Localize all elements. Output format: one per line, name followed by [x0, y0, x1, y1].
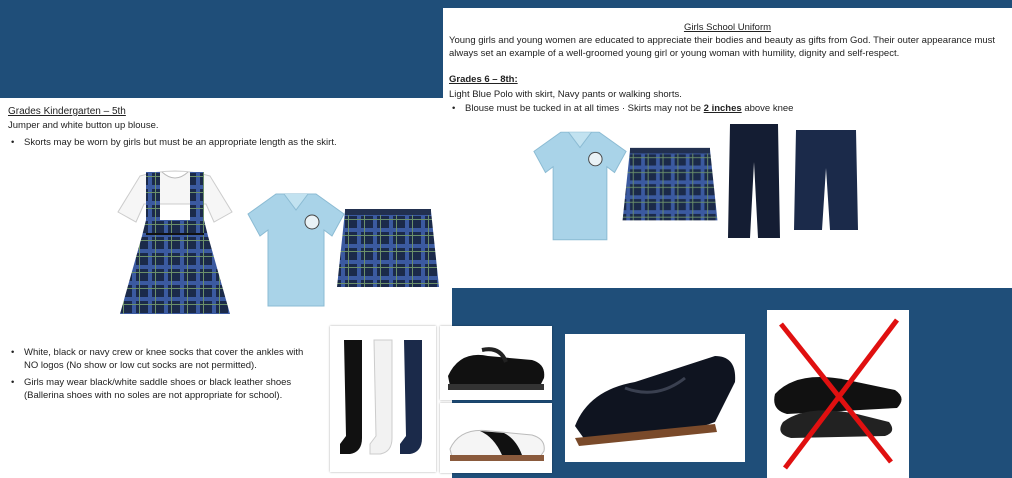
mary-jane-image — [440, 326, 552, 400]
saddle-shoe-image — [440, 403, 552, 473]
polo-image — [532, 126, 628, 244]
socks-image — [330, 326, 436, 472]
grades-6-8-heading: Grades 6 – 8th: — [449, 74, 518, 85]
grades-6-8-line: Light Blue Polo with skirt, Navy pants or walking shorts. — [449, 89, 682, 100]
polo-image — [246, 188, 346, 310]
jumper-image — [110, 164, 240, 324]
page-title: Girls School Uniform — [683, 22, 772, 33]
shoes-bullet: • Girls may wear black/white saddle shoes or black leather shoes (Ballerina shoes with no soles are not appropriate for school). — [11, 377, 292, 401]
ballerina-flat-image — [767, 310, 909, 478]
shorts-image — [792, 128, 860, 232]
intro-paragraph: Young girls and young women are educated to appreciate their bodies and beauty as gifts from God. Their outer appearance must always set an example of a well-groomed young girl or young woman with humility, dignity and self-respect. — [449, 35, 996, 59]
socks-bullet: • White, black or navy crew or knee socks that cover the ankles with NO logos (No show or low cut socks are not permitted). — [11, 347, 304, 371]
skort-image — [620, 146, 720, 226]
skort-image — [335, 207, 441, 293]
blouse-bullet: • Blouse must be tucked in at all times · Skirts may not be 2 inches above knee — [452, 103, 794, 114]
two-inches-emphasis: 2 inches — [703, 103, 742, 114]
k5-heading: Grades Kindergarten – 5th — [8, 106, 126, 117]
pants-image — [726, 122, 782, 240]
k5-uniform-line: Jumper and white button up blouse. — [8, 120, 159, 131]
skorts-bullet: • Skorts may be worn by girls but must be an appropriate length as the skirt. — [11, 137, 337, 148]
loafer-image — [565, 334, 745, 462]
